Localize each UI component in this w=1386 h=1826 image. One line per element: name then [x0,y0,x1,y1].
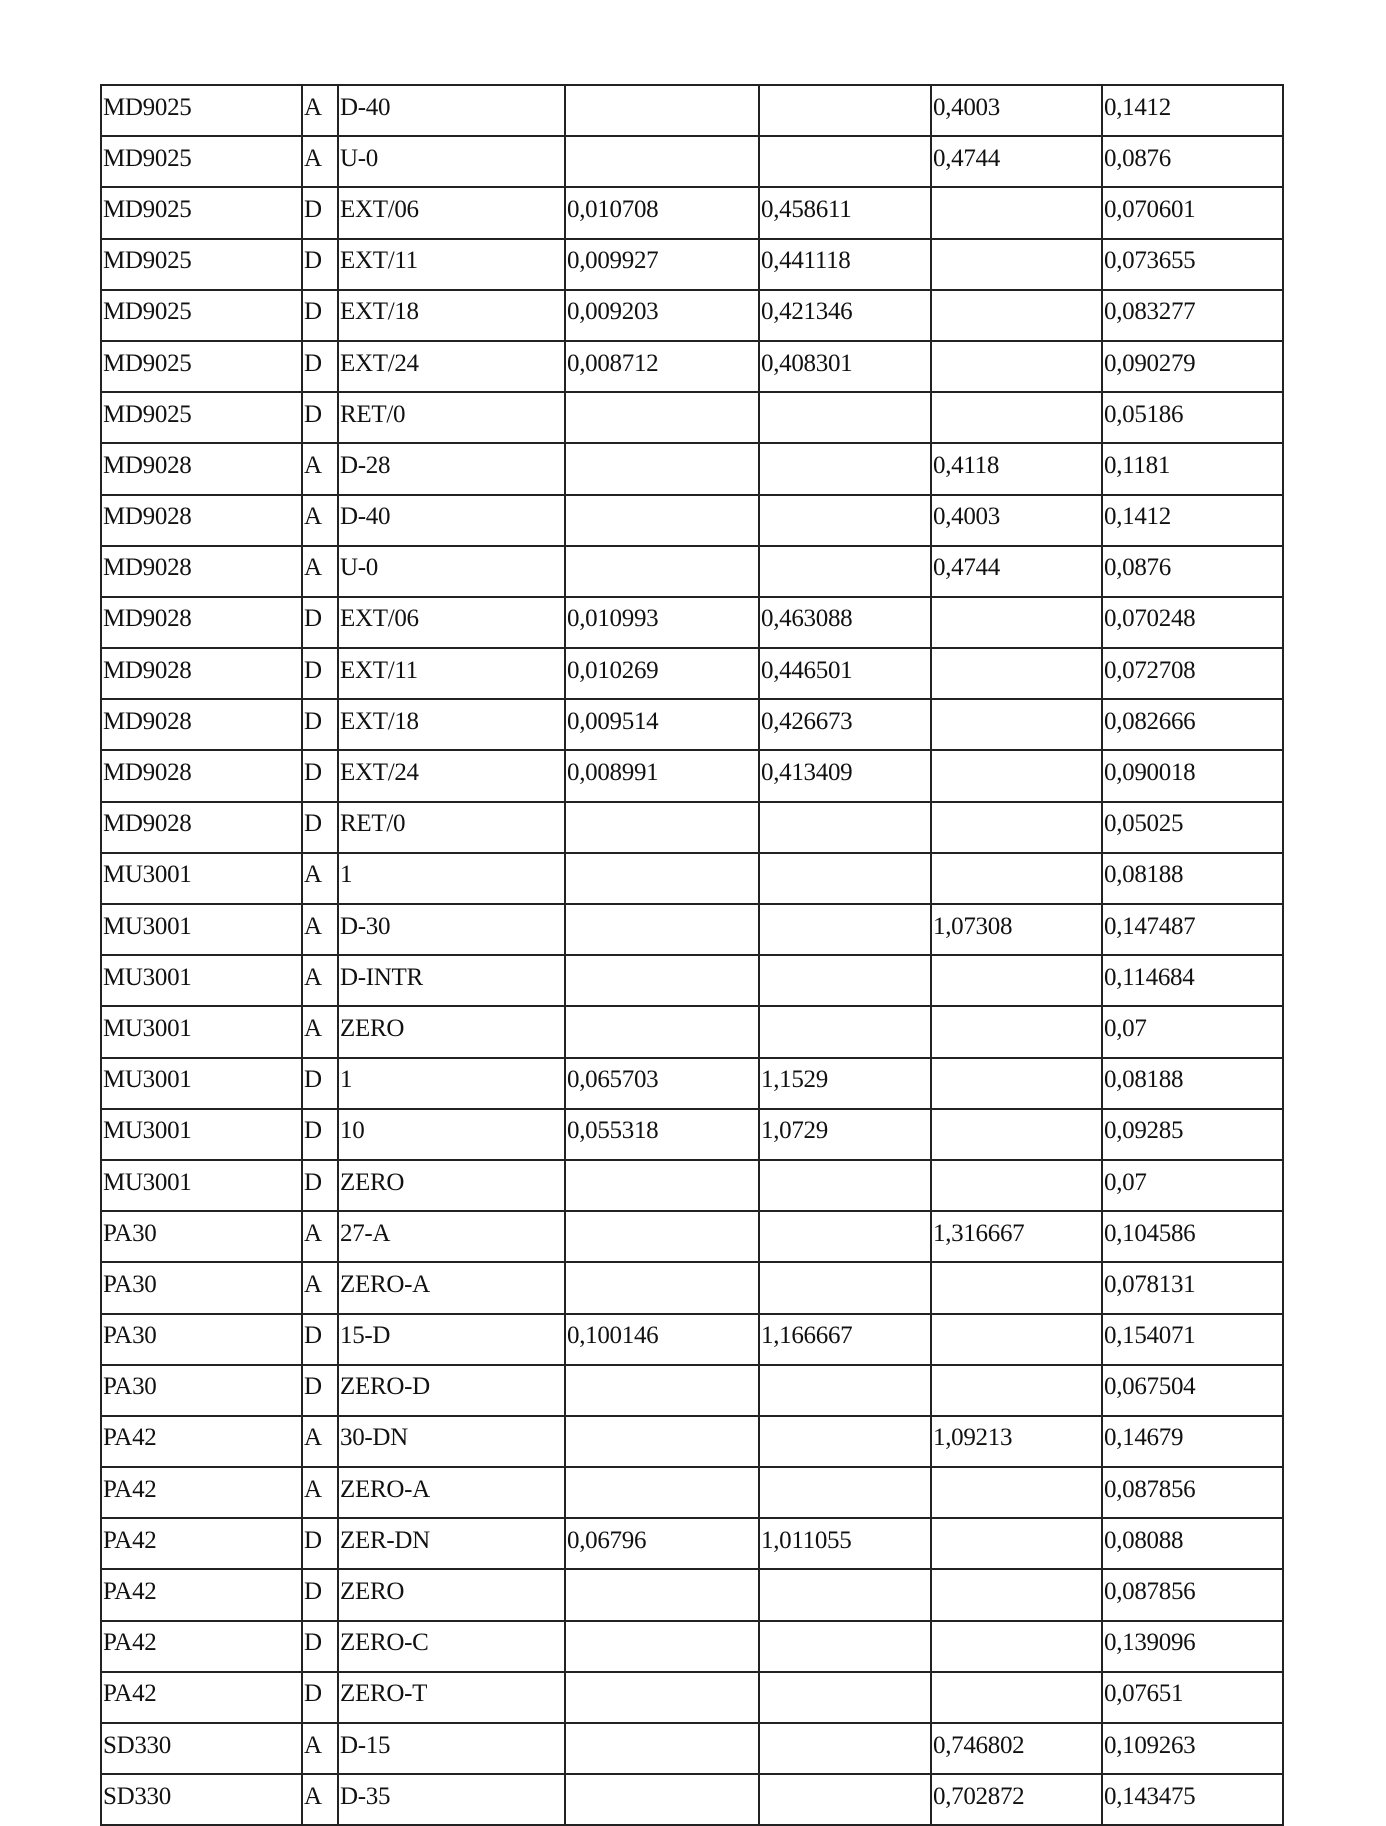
cell-value-3 [931,1467,1102,1518]
cell-value-1 [565,853,759,904]
cell-code: SD330 [101,1723,302,1774]
cell-code: MD9025 [101,85,302,136]
cell-label: EXT/11 [338,648,565,699]
cell-type: D [302,1621,338,1672]
cell-value-1: 0,009927 [565,239,759,290]
cell-code: MD9025 [101,136,302,187]
cell-code: MU3001 [101,1058,302,1109]
table-row [101,1160,1283,1211]
cell-value-1: 0,008991 [565,750,759,801]
table-row [101,904,1283,955]
cell-type: A [302,85,338,136]
table-row [101,1416,1283,1467]
cell-value-1: 0,010269 [565,648,759,699]
table-row [101,443,1283,494]
cell-value-1 [565,1160,759,1211]
cell-value-4: 0,05186 [1102,392,1283,443]
cell-value-2: 0,441118 [759,239,931,290]
cell-value-1: 0,009514 [565,699,759,750]
cell-value-2 [759,85,931,136]
cell-code: MD9025 [101,187,302,238]
cell-label: 10 [338,1109,565,1160]
cell-value-2 [759,392,931,443]
cell-value-1: 0,06796 [565,1518,759,1569]
table-row [101,1774,1283,1825]
cell-value-1 [565,1774,759,1825]
cell-type: D [302,1160,338,1211]
cell-value-4: 0,05025 [1102,802,1283,853]
cell-value-4: 0,087856 [1102,1569,1283,1620]
cell-type: A [302,1416,338,1467]
cell-value-4: 0,090279 [1102,341,1283,392]
cell-code: PA30 [101,1314,302,1365]
cell-value-3 [931,955,1102,1006]
cell-type: A [302,904,338,955]
cell-code: MD9028 [101,495,302,546]
cell-value-4: 0,070248 [1102,597,1283,648]
cell-label: EXT/24 [338,750,565,801]
cell-label: ZERO-A [338,1262,565,1313]
cell-label: ZERO [338,1160,565,1211]
cell-value-2 [759,1569,931,1620]
table-row [101,1314,1283,1365]
cell-value-1 [565,495,759,546]
cell-label: EXT/11 [338,239,565,290]
cell-code: MU3001 [101,853,302,904]
table-row [101,1672,1283,1723]
cell-value-2 [759,1365,931,1416]
cell-value-1: 0,055318 [565,1109,759,1160]
cell-label: EXT/18 [338,699,565,750]
cell-value-3 [931,750,1102,801]
cell-label: U-0 [338,546,565,597]
cell-value-1 [565,1365,759,1416]
cell-code: PA42 [101,1518,302,1569]
cell-value-4: 0,0876 [1102,136,1283,187]
cell-value-1 [565,1006,759,1057]
cell-value-3 [931,1058,1102,1109]
cell-value-3 [931,802,1102,853]
cell-value-1 [565,136,759,187]
cell-value-4: 0,07 [1102,1006,1283,1057]
cell-label: D-15 [338,1723,565,1774]
cell-code: PA42 [101,1621,302,1672]
cell-value-1 [565,392,759,443]
cell-value-1 [565,802,759,853]
cell-value-3 [931,699,1102,750]
cell-value-2 [759,1672,931,1723]
cell-value-4: 0,07651 [1102,1672,1283,1723]
cell-value-3 [931,648,1102,699]
cell-value-4: 0,087856 [1102,1467,1283,1518]
cell-value-1: 0,100146 [565,1314,759,1365]
cell-value-3: 0,4003 [931,495,1102,546]
cell-label: U-0 [338,136,565,187]
cell-type: A [302,1211,338,1262]
cell-type: A [302,546,338,597]
cell-label: D-40 [338,495,565,546]
cell-type: D [302,239,338,290]
cell-value-3 [931,597,1102,648]
cell-type: D [302,187,338,238]
cell-label: 1 [338,1058,565,1109]
cell-value-4: 0,1181 [1102,443,1283,494]
cell-value-2 [759,1160,931,1211]
cell-value-1 [565,1262,759,1313]
cell-value-2: 0,408301 [759,341,931,392]
cell-type: A [302,1774,338,1825]
cell-type: A [302,1723,338,1774]
cell-label: 1 [338,853,565,904]
cell-value-2 [759,802,931,853]
cell-value-2: 1,166667 [759,1314,931,1365]
cell-type: D [302,290,338,341]
cell-label: D-30 [338,904,565,955]
cell-value-2 [759,955,931,1006]
cell-value-4: 0,09285 [1102,1109,1283,1160]
cell-code: PA42 [101,1467,302,1518]
table-row [101,750,1283,801]
cell-value-1 [565,1672,759,1723]
table-row [101,853,1283,904]
cell-code: MU3001 [101,1006,302,1057]
cell-value-2 [759,1774,931,1825]
table-row [101,1621,1283,1672]
cell-label: ZERO-T [338,1672,565,1723]
cell-value-2 [759,1262,931,1313]
cell-type: D [302,341,338,392]
cell-value-3 [931,1365,1102,1416]
cell-type: D [302,750,338,801]
table-row [101,1467,1283,1518]
cell-value-3: 0,4003 [931,85,1102,136]
cell-value-1 [565,85,759,136]
cell-value-3 [931,1006,1102,1057]
cell-value-2 [759,136,931,187]
table-row [101,597,1283,648]
cell-label: ZERO [338,1006,565,1057]
table-row [101,1211,1283,1262]
cell-label: D-28 [338,443,565,494]
cell-value-3 [931,187,1102,238]
cell-code: MU3001 [101,1109,302,1160]
table-row [101,699,1283,750]
cell-type: D [302,1365,338,1416]
cell-value-3 [931,1569,1102,1620]
cell-value-4: 0,07 [1102,1160,1283,1211]
cell-label: ZERO [338,1569,565,1620]
cell-code: MD9025 [101,341,302,392]
cell-label: ZERO-A [338,1467,565,1518]
cell-code: MD9028 [101,750,302,801]
cell-type: D [302,802,338,853]
cell-type: D [302,392,338,443]
cell-type: A [302,443,338,494]
cell-value-4: 0,08188 [1102,853,1283,904]
cell-value-3: 0,4118 [931,443,1102,494]
cell-value-3 [931,1109,1102,1160]
cell-label: 15-D [338,1314,565,1365]
cell-type: D [302,1058,338,1109]
cell-code: MD9025 [101,392,302,443]
cell-value-2 [759,1416,931,1467]
cell-value-4: 0,1412 [1102,85,1283,136]
cell-value-1: 0,008712 [565,341,759,392]
cell-code: PA42 [101,1416,302,1467]
cell-value-2: 1,011055 [759,1518,931,1569]
cell-value-4: 0,070601 [1102,187,1283,238]
cell-value-4: 0,143475 [1102,1774,1283,1825]
data-table [100,84,1284,1826]
cell-type: A [302,955,338,1006]
cell-value-4: 0,1412 [1102,495,1283,546]
cell-value-3 [931,239,1102,290]
cell-value-3 [931,1518,1102,1569]
cell-value-3: 0,4744 [931,546,1102,597]
cell-value-4: 0,14679 [1102,1416,1283,1467]
cell-code: MU3001 [101,904,302,955]
cell-value-1 [565,443,759,494]
cell-value-3 [931,1314,1102,1365]
cell-type: D [302,597,338,648]
table-row [101,955,1283,1006]
cell-value-1 [565,546,759,597]
cell-value-1 [565,1569,759,1620]
cell-type: D [302,1518,338,1569]
cell-value-2: 0,463088 [759,597,931,648]
cell-value-1 [565,1416,759,1467]
cell-value-3 [931,1262,1102,1313]
cell-value-4: 0,0876 [1102,546,1283,597]
cell-label: RET/0 [338,802,565,853]
table-row [101,290,1283,341]
cell-value-2 [759,904,931,955]
cell-value-1 [565,1723,759,1774]
cell-value-4: 0,072708 [1102,648,1283,699]
cell-label: 27-A [338,1211,565,1262]
cell-type: A [302,136,338,187]
cell-code: MU3001 [101,955,302,1006]
table-row [101,1058,1283,1109]
cell-value-4: 0,109263 [1102,1723,1283,1774]
cell-value-3 [931,1621,1102,1672]
table-row [101,392,1283,443]
cell-type: D [302,699,338,750]
cell-value-2 [759,853,931,904]
cell-value-1: 0,009203 [565,290,759,341]
cell-code: SD330 [101,1774,302,1825]
cell-value-4: 0,114684 [1102,955,1283,1006]
cell-label: EXT/06 [338,597,565,648]
cell-label: D-35 [338,1774,565,1825]
cell-value-3: 1,316667 [931,1211,1102,1262]
cell-type: A [302,853,338,904]
cell-code: MD9025 [101,290,302,341]
cell-type: D [302,1109,338,1160]
table-row [101,1365,1283,1416]
cell-value-1 [565,1467,759,1518]
cell-value-3 [931,853,1102,904]
cell-value-4: 0,083277 [1102,290,1283,341]
cell-value-1: 0,010708 [565,187,759,238]
cell-code: MU3001 [101,1160,302,1211]
cell-code: PA30 [101,1365,302,1416]
cell-code: PA42 [101,1672,302,1723]
cell-code: MD9028 [101,802,302,853]
cell-value-3: 0,746802 [931,1723,1102,1774]
cell-value-4: 0,104586 [1102,1211,1283,1262]
cell-value-4: 0,073655 [1102,239,1283,290]
cell-code: PA30 [101,1262,302,1313]
table-body [101,85,1283,1825]
cell-value-3: 0,4744 [931,136,1102,187]
cell-value-4: 0,082666 [1102,699,1283,750]
cell-code: MD9028 [101,443,302,494]
cell-code: MD9025 [101,239,302,290]
cell-value-3 [931,392,1102,443]
table-row [101,1723,1283,1774]
cell-value-4: 0,078131 [1102,1262,1283,1313]
cell-value-2 [759,1467,931,1518]
table-row [101,341,1283,392]
cell-type: D [302,1569,338,1620]
cell-type: A [302,1467,338,1518]
cell-value-2: 1,1529 [759,1058,931,1109]
cell-label: ZER-DN [338,1518,565,1569]
cell-type: D [302,1672,338,1723]
cell-value-1 [565,904,759,955]
table-row [101,1569,1283,1620]
cell-code: MD9028 [101,699,302,750]
cell-label: D-INTR [338,955,565,1006]
cell-label: ZERO-C [338,1621,565,1672]
cell-value-2: 1,0729 [759,1109,931,1160]
cell-value-3: 1,07308 [931,904,1102,955]
cell-value-3 [931,1160,1102,1211]
cell-label: ZERO-D [338,1365,565,1416]
cell-code: MD9028 [101,546,302,597]
cell-label: 30-DN [338,1416,565,1467]
cell-value-1 [565,955,759,1006]
table-row [101,1109,1283,1160]
table-row [101,1518,1283,1569]
cell-value-4: 0,067504 [1102,1365,1283,1416]
cell-value-2 [759,1006,931,1057]
cell-value-1 [565,1621,759,1672]
table-row [101,546,1283,597]
cell-code: MD9028 [101,597,302,648]
table-row [101,648,1283,699]
cell-value-3 [931,341,1102,392]
cell-value-4: 0,08188 [1102,1058,1283,1109]
cell-code: PA30 [101,1211,302,1262]
cell-type: D [302,1314,338,1365]
cell-label: RET/0 [338,392,565,443]
cell-value-2 [759,1621,931,1672]
table-row [101,85,1283,136]
cell-value-2 [759,1723,931,1774]
table-row [101,239,1283,290]
cell-type: D [302,648,338,699]
cell-value-2: 0,426673 [759,699,931,750]
cell-value-1: 0,010993 [565,597,759,648]
cell-value-1 [565,1211,759,1262]
table-row [101,802,1283,853]
cell-value-3 [931,290,1102,341]
cell-label: EXT/24 [338,341,565,392]
cell-value-4: 0,154071 [1102,1314,1283,1365]
cell-value-4: 0,139096 [1102,1621,1283,1672]
cell-code: MD9028 [101,648,302,699]
table-row [101,495,1283,546]
table-row [101,187,1283,238]
cell-value-2: 0,421346 [759,290,931,341]
cell-value-2 [759,495,931,546]
cell-value-3: 1,09213 [931,1416,1102,1467]
cell-label: EXT/06 [338,187,565,238]
cell-value-4: 0,08088 [1102,1518,1283,1569]
table-row [101,1006,1283,1057]
cell-value-2: 0,413409 [759,750,931,801]
cell-value-3 [931,1672,1102,1723]
cell-value-4: 0,147487 [1102,904,1283,955]
cell-value-2 [759,1211,931,1262]
cell-type: A [302,1262,338,1313]
table-row [101,1262,1283,1313]
cell-type: A [302,1006,338,1057]
cell-value-3: 0,702872 [931,1774,1102,1825]
cell-value-2: 0,458611 [759,187,931,238]
table-row [101,136,1283,187]
cell-value-2 [759,443,931,494]
cell-code: PA42 [101,1569,302,1620]
cell-value-4: 0,090018 [1102,750,1283,801]
cell-value-2: 0,446501 [759,648,931,699]
cell-value-2 [759,546,931,597]
cell-label: EXT/18 [338,290,565,341]
cell-type: A [302,495,338,546]
cell-value-1: 0,065703 [565,1058,759,1109]
cell-label: D-40 [338,85,565,136]
